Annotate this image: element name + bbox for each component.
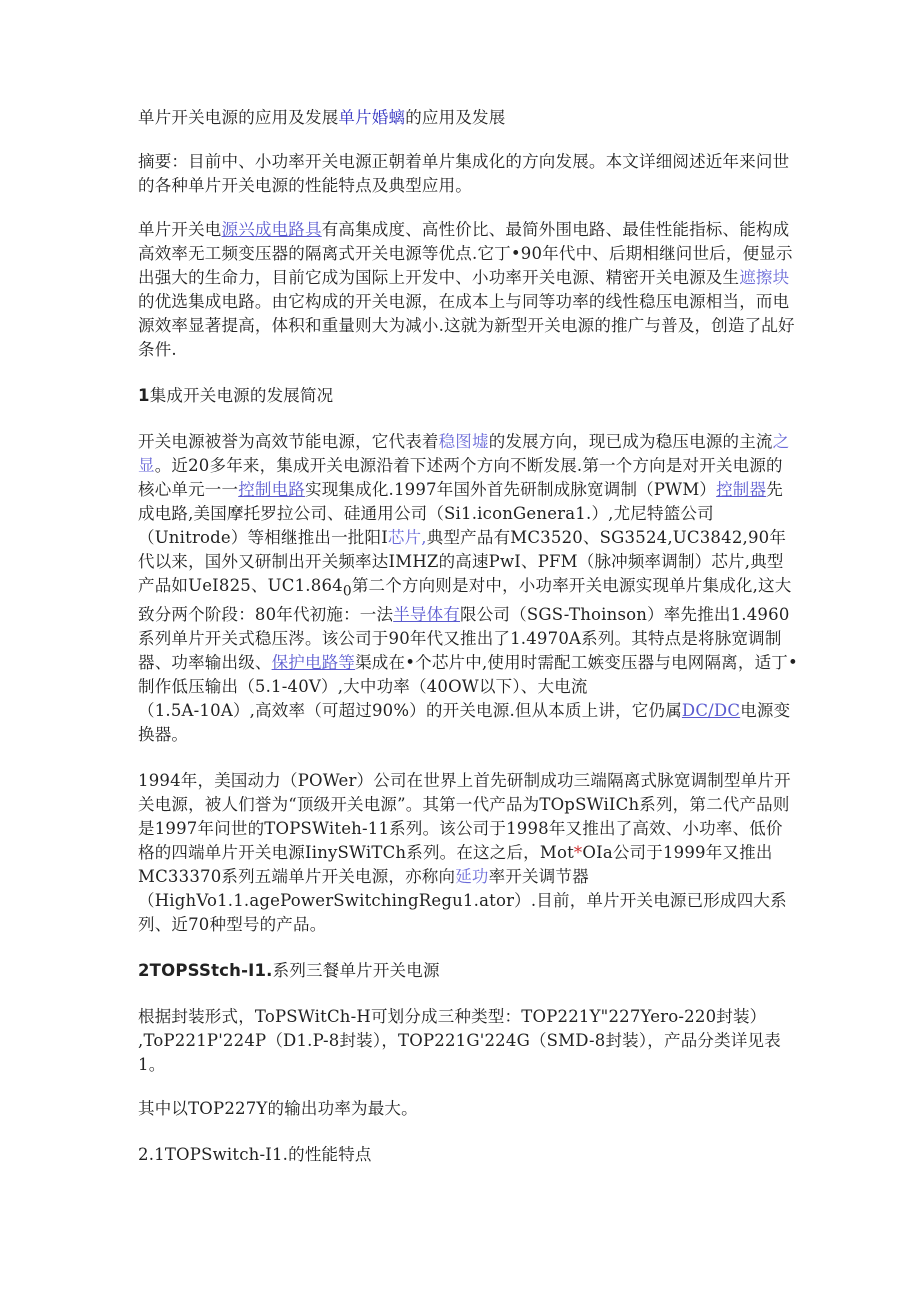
link-mainstream[interactable]: 之显 xyxy=(138,432,790,475)
power-integrations-paragraph: 1994年，美国动力（POWer）公司在世界上首先研制成功三端隔离式脉宽调制型单片开关电源，被人们誉为“顶级开关电源”。其第一代产品为TOpSWiICh系列，第二代产品则是1997年问世的TOPSWiteh-11系列。该公司于1998年又推出了高效、小功率、低价格的四端单片开关电源IinySWiTCh系列。在这之后，Mot*OIa公司于1999年又推出MC33370系列五端单片开关电源，亦称向延功率开关调节器（HighVo1.1.agePowerSwitchingRegu1.ator）.目前，单片开关电源已形成四大系列、近70种型号的产品。 xyxy=(138,771,791,935)
document-title: 单片开关电源的应用及发展单片婚螭的应用及发展 xyxy=(138,108,506,127)
link-dcdc[interactable]: DC/DC xyxy=(681,701,741,721)
document-page xyxy=(138,106,798,1167)
link-semiconductor[interactable]: 半导体有 xyxy=(393,605,461,625)
link-controller[interactable]: 控制器 xyxy=(716,480,767,499)
link-ic[interactable]: 源兴成电路具 xyxy=(221,220,322,239)
abstract-paragraph: 摘要：目前中、小功率开关电源正朝着单片集成化的方向发展。本文详细阅述近年来问世的各种单片开关电源的性能特点及典型应用。 xyxy=(138,152,790,195)
max-power-paragraph: 其中以TOP227Y的输出功率为最大。 xyxy=(138,1099,418,1119)
history-paragraph: 开关电源被誉为高效节能电源，它代表着稳图墟的发展方向，现已成为稳压电源的主流之显。近20多年来，集成开关电源沿着下述两个方向不断发展.第一个方向是对开关电源的核心单元一一控制电路实现集成化.1997年国外首先研制成脉宽调制（PWM）控制器先成电路,美国摩托罗拉公司、硅通用公司（Si1.iconGenera1.）,尤尼特篮公司（Unitrode）等相继推出一批阳I芯片,典型产品有MC3520、SG3524,UC3842,90年代以来，国外又研制出开关频率达IMHZ的高速PwI、PFM（脉冲频率调制）芯片,典型产品如UeI825、$UC1.864_0$第二个方向则是对中，小功率开关电源实现单片集成化,这大致分两个阶段：80年代初施：一法半导体有限公司（SGS-Thoinson）率先推出1.4960系列单片开关式稳压涔。该公司于90年代又推出了1.4970A系列。其特点是将脉宽调制器、功率输出级、保护电路等渠成在•个芯片中,使用时需配工嫉变压器与电网隔离，适丁•制作低压输出（5.1-40V）,大中功率（40OW以下）、大电流 （1.5A-10A）,高效率（可超过90%）的开关电源.但从本质上讲，它仍属DC/DC电源变换器。 xyxy=(138,432,798,745)
link-module[interactable]: 遮擦块 xyxy=(739,268,790,287)
section-heading-2-1: 2.1TOPSwitch-I1.的性能特点 xyxy=(138,1145,372,1165)
package-paragraph: 根据封装形式，ToPSWitCh-H可划分成三种类型：TOP221Y"227Yero-220封装） ,ToP221P'224P（D1.P-8封装），TOP221G'224G（SMD-8封装），产品分类详见表1。 xyxy=(138,1007,781,1075)
title-highlight: 单片婚螭 xyxy=(338,108,406,127)
link-control-circuit[interactable]: 控制电路 xyxy=(238,480,306,499)
link-chip[interactable]: 芯片, xyxy=(387,528,427,547)
section-heading-1: 1集成开关电源的发展简况 xyxy=(138,386,334,405)
link-regulator[interactable]: 稳图墟 xyxy=(438,432,489,451)
intro-paragraph: 单片开关电源兴成电路具有高集成度、高性价比、最简外围电路、最佳性能指标、能构成高效率无工频变压器的隔离式开关电源等优点.它丁•90年代中、后期相继问世后，便显示出强大的生命力，目前它成为国际上开发中、小功率开关电源、精密开关电源及生遮擦块的优选集成电路。由它构成的开关电源，在成本上与同等功率的线性稳压电源相当，而电源效率显著提高，体积和重量则大为减小.这就为新型开关电源的推广与普及，创造了乩好条件. xyxy=(138,220,795,359)
section-heading-2: 2TOPSStch-I1.系列三餐单片开关电源 xyxy=(138,961,440,981)
link-power[interactable]: 延功 xyxy=(455,867,489,887)
link-protection-circuit[interactable]: 保护电路等 xyxy=(271,653,356,673)
